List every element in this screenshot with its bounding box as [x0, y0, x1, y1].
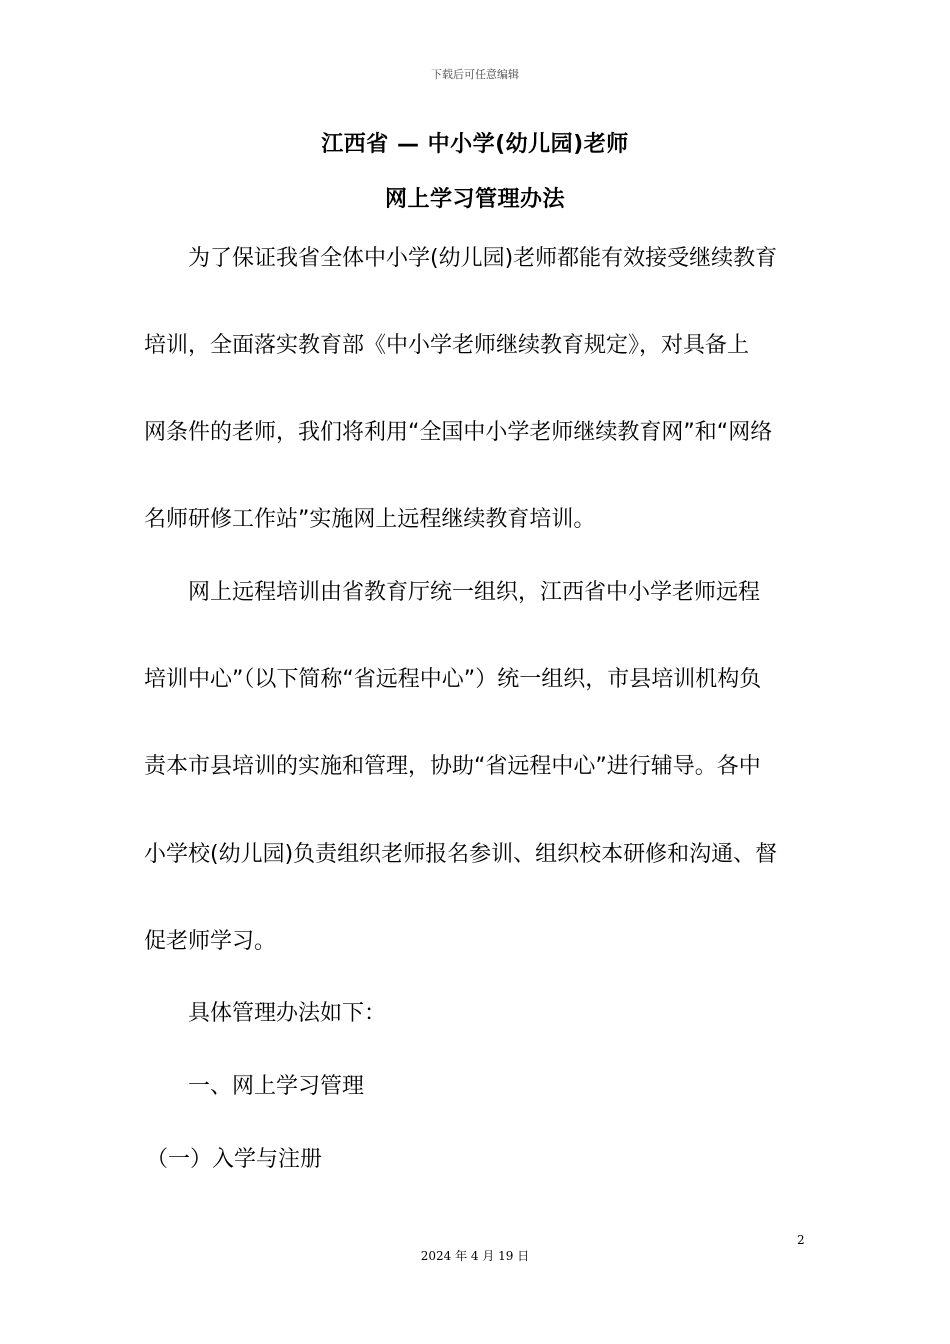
paragraph-1-line-3: 网条件的老师，我们将利用“全国中小学老师继续教育网”和“网络: [144, 420, 773, 445]
subsection-heading-1: （一）入学与注册: [146, 1147, 323, 1172]
paragraph-1-line-1: 为了保证我省全体中小学(幼儿园)老师都能有效接受继续教育: [188, 246, 778, 271]
paragraph-2-line-2: 培训中心”（以下简称“省远程中心”）统一组织，市县培训机构负: [144, 667, 762, 692]
page-number: 2: [797, 1233, 805, 1247]
paragraph-1-line-4: 名师研修工作站”实施网上远程继续教育培训。: [144, 507, 596, 532]
paragraph-2-line-5: 促老师学习。: [144, 929, 277, 954]
page-header-note: 下载后可任意编辑: [431, 68, 519, 81]
section-heading-1: 一、网上学习管理: [188, 1074, 365, 1099]
document-title-line-1: 江西省 — 中小学(幼儿园)老师: [321, 132, 629, 157]
paragraph-3-line-1: 具体管理办法如下：: [188, 1001, 387, 1026]
footer-date: 2024 年 4 月 19 日: [420, 1249, 530, 1263]
paragraph-2-line-4: 小学校(幼儿园)负责组织老师报名参训、组织校本研修和沟通、督: [144, 842, 778, 867]
paragraph-1-line-2: 培训，全面落实教育部《中小学老师继续教育规定》，对具备上: [144, 333, 750, 358]
paragraph-2-line-1: 网上远程培训由省教育厅统一组织，江西省中小学老师远程: [188, 580, 761, 605]
paragraph-2-line-3: 责本市县培训的实施和管理，协助“省远程中心”进行辅导。各中: [144, 754, 761, 779]
document-title-line-2: 网上学习管理办法: [384, 187, 565, 212]
